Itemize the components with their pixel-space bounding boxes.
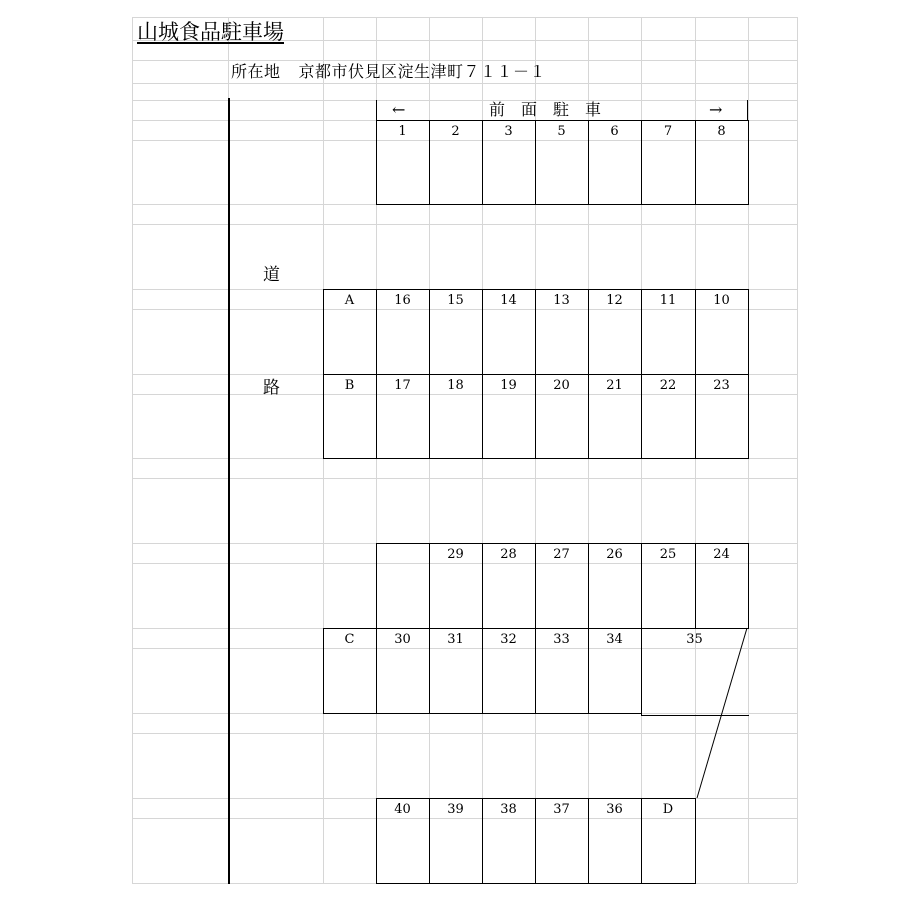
parking-space-label: 5 (557, 124, 566, 139)
right-arrow-icon: → (709, 100, 723, 119)
parking-space-label: 30 (394, 632, 411, 647)
row-b-label-cell-label: B (344, 378, 355, 393)
parking-space-label: 18 (447, 378, 464, 393)
parking-space-label: 26 (606, 547, 623, 562)
road-label-char-1: 道 (263, 265, 280, 285)
parking-space-label: 7 (663, 124, 673, 139)
parking-space-label: 29 (447, 547, 464, 562)
parking-space-wide-label: 35 (686, 632, 703, 647)
address-value: 京都市伏見区淀生津町７１１－１ (298, 62, 547, 81)
parking-space-label: 3 (504, 124, 513, 139)
parking-space-label: 28 (500, 547, 517, 562)
parking-space-label: 33 (553, 632, 570, 647)
parking-space-label: 12 (606, 293, 623, 308)
left-arrow-icon: ← (392, 100, 406, 119)
parking-space-label: 10 (713, 293, 730, 308)
space-35-to-d-connector (697, 628, 747, 798)
parking-space-label: 19 (500, 378, 517, 393)
front-parking-header: 前 面 駐 車 (489, 100, 602, 119)
parking-space-label: 38 (500, 802, 517, 817)
parking-space-label: 14 (500, 293, 517, 308)
road-label-char-2: 路 (263, 378, 280, 398)
parking-space-label: 25 (659, 547, 677, 562)
parking-space-label: 22 (659, 378, 677, 393)
parking-space-label: 21 (606, 378, 623, 393)
parking-space-label: 13 (553, 293, 570, 308)
parking-space-label: 20 (553, 378, 570, 393)
parking-space-label: 40 (394, 802, 411, 817)
parking-space-label: 34 (606, 632, 623, 647)
parking-space-label: 37 (553, 802, 570, 817)
row-c-label-cell-label: C (344, 632, 355, 647)
parking-space-label: 11 (659, 293, 677, 308)
parking-space-label: 1 (398, 124, 407, 139)
parking-space-label: 6 (610, 124, 619, 139)
parking-space-label: 23 (713, 378, 730, 393)
parking-space-label: 17 (394, 378, 411, 393)
parking-space-label: 32 (500, 632, 517, 647)
parking-space-label: 15 (447, 293, 464, 308)
parking-space-label: 39 (447, 802, 464, 817)
parking-space-label: 27 (553, 547, 570, 562)
parking-space-label: 24 (713, 547, 730, 562)
row-a-label-cell-label: A (344, 293, 355, 308)
parking-space-label: 31 (447, 632, 464, 647)
parking-space-label: 2 (451, 124, 460, 139)
parking-space-label: 8 (717, 124, 726, 139)
address-label: 所在地 (231, 62, 281, 81)
parking-space-label: 16 (394, 293, 411, 308)
row-d-label-cell-label: D (662, 802, 674, 817)
page-title: 山城食品駐車場 (137, 20, 284, 44)
parking-space-label: 36 (606, 802, 623, 817)
